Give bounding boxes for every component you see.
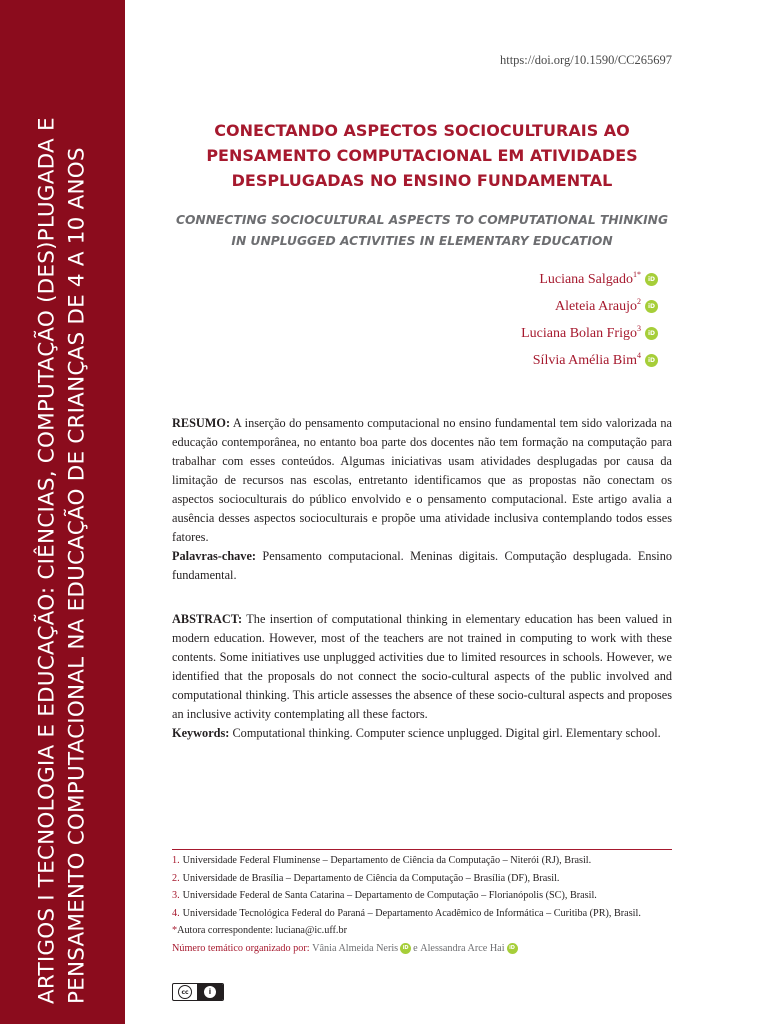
footnote: [172, 887, 682, 905]
author-name: Luciana Bolan Frigo: [521, 325, 637, 341]
orcid-icon[interactable]: iD: [507, 943, 518, 954]
keywords-label: Keywords:: [172, 726, 230, 740]
author-list: [521, 266, 658, 374]
section-title-line-2: PENSAMENTO COMPUTACIONAL NA EDUCAÇÃO DE CRIANÇAS DE 4 A 10 ANOS: [64, 147, 89, 1004]
author: Aleteia Araujo $^2$ iD: [521, 293, 658, 320]
author: Luciana Salgado $^{1*}$ iD: [521, 266, 658, 293]
resumo-label: RESUMO:: [172, 416, 231, 430]
thematic-label: Número temático organizado por:: [172, 942, 310, 954]
article-subtitle: [172, 210, 672, 252]
cc-by-license-badge[interactable]: [172, 983, 224, 1001]
corresponding-star: *: [172, 925, 178, 936]
abstract-text: The insertion of computational thinking in elementary education has been valued in modern education. However, most of the teachers are not trained in computing to work with these contents. Some initiatives use unplugged activities due to limited resources in schools. However, we identified that the proposals do not connect the socio-cultural aspects of the public involved and computational thinking. This article assesses the absence of these socio-cultural aspects and proposes an inclusive activity contemplating all these factors.: [172, 612, 672, 721]
orcid-icon[interactable]: iD: [645, 300, 658, 313]
palavras-chave-paragraph: [172, 547, 672, 585]
thematic-editor-1: Vânia Almeida Neris: [312, 942, 399, 954]
abstract-label: ABSTRACT:: [172, 612, 243, 626]
subtitle-line-2: IN UNPLUGGED ACTIVITIES IN ELEMENTARY EDUCATION: [231, 234, 613, 248]
section-title-line-1: ARTIGOS I TECNOLOGIA E EDUCAÇÃO: CIÊNCIAS, COMPUTAÇÃO (DES)PLUGADA E: [34, 117, 59, 1004]
footnote-divider: [172, 849, 672, 850]
title-line-1: CONECTANDO ASPECTOS SOCIOCULTURAIS AO: [214, 121, 630, 140]
resumo-text: A inserção do pensamento computacional no ensino fundamental tem sido valorizada na educação contemporânea, no entanto boa parte dos docentes não tem formação na computação para trabalhar com esses conteúdos. Algumas iniciativas usam atividades desplugadas por causa da limitação de recursos nas escolas, entretanto identificamos que as propostas não conectam os aspectos socioculturais do público envolvido e o pensamento computacional. Este artigo avalia a ausência desses aspectos socioculturais e propõe uma atividade inclusiva contemplando todos esses fatores.: [172, 416, 672, 544]
orcid-icon[interactable]: iD: [645, 273, 658, 286]
footnote: [172, 870, 682, 888]
thematic-issue-note: [172, 940, 682, 958]
article-title: [172, 118, 672, 193]
keywords-paragraph: [172, 724, 672, 743]
footnote-text: Universidade Federal Fluminense – Departamento de Ciência da Computação – Niterói (RJ), Brasil.: [182, 855, 592, 866]
footnote-number: 1.: [172, 855, 180, 866]
palavras-chave-text: Pensamento computacional. Meninas digitais. Computação desplugada. Ensino fundamental.: [172, 549, 672, 582]
abstract-paragraph: [172, 610, 672, 724]
footnote-text: Universidade Federal de Santa Catarina – Departamento de Computação – Florianópolis (SC), Brasil.: [182, 890, 597, 901]
side-band: [0, 0, 125, 1024]
thematic-editor-2: Alessandra Arce Hai: [420, 942, 505, 954]
corresponding-text: Autora correspondente: luciana@ic.uff.br: [177, 925, 347, 936]
cc-circle-icon: cc: [178, 985, 192, 999]
author: Sílvia Amélia Bim $^4$ iD: [521, 347, 658, 374]
author-name: Luciana Salgado: [539, 271, 633, 287]
title-line-2: PENSAMENTO COMPUTACIONAL EM ATIVIDADES: [206, 146, 638, 165]
title-line-3: DESPLUGADAS NO ENSINO FUNDAMENTAL: [231, 171, 613, 190]
footnote-number: 2.: [172, 872, 180, 884]
footnote: [172, 852, 682, 870]
footnote-text: Universidade de Brasília – Departamento de Ciência da Computação – Brasília (DF), Brasil.: [182, 872, 560, 884]
orcid-icon[interactable]: iD: [645, 354, 658, 367]
cc-icon: [173, 984, 197, 1000]
footnote-number: 3.: [172, 890, 180, 901]
palavras-chave-label: Palavras-chave:: [172, 549, 257, 563]
footnote-number: 4.: [172, 907, 180, 919]
doi-link[interactable]: https://doi.org/10.1590/CC265697: [499, 53, 672, 67]
author-name: Sílvia Amélia Bim: [532, 352, 637, 368]
journal-section-title: [0, 0, 125, 1024]
corresponding-author: [172, 922, 682, 940]
by-icon: [197, 984, 223, 1000]
author-name: Aleteia Araujo: [554, 298, 637, 314]
footnotes: [172, 852, 682, 957]
footnote: [172, 905, 682, 923]
author: Luciana Bolan Frigo $^3$ iD: [521, 320, 658, 347]
attribution-person-icon: i: [204, 986, 216, 998]
footnote-text: Universidade Tecnológica Federal do Paraná – Departamento Acadêmico de Informática – Curitiba (PR), Brasil.: [182, 907, 641, 919]
orcid-icon[interactable]: iD: [400, 943, 411, 954]
subtitle-line-1: CONNECTING SOCIOCULTURAL ASPECTS TO COMPUTATIONAL THINKING: [175, 213, 669, 227]
keywords-text: Computational thinking. Computer science unplugged. Digital girl. Elementary school.: [229, 726, 661, 740]
thematic-connector: e: [413, 942, 418, 954]
resumo-paragraph: [172, 414, 672, 547]
orcid-icon[interactable]: iD: [645, 327, 658, 340]
